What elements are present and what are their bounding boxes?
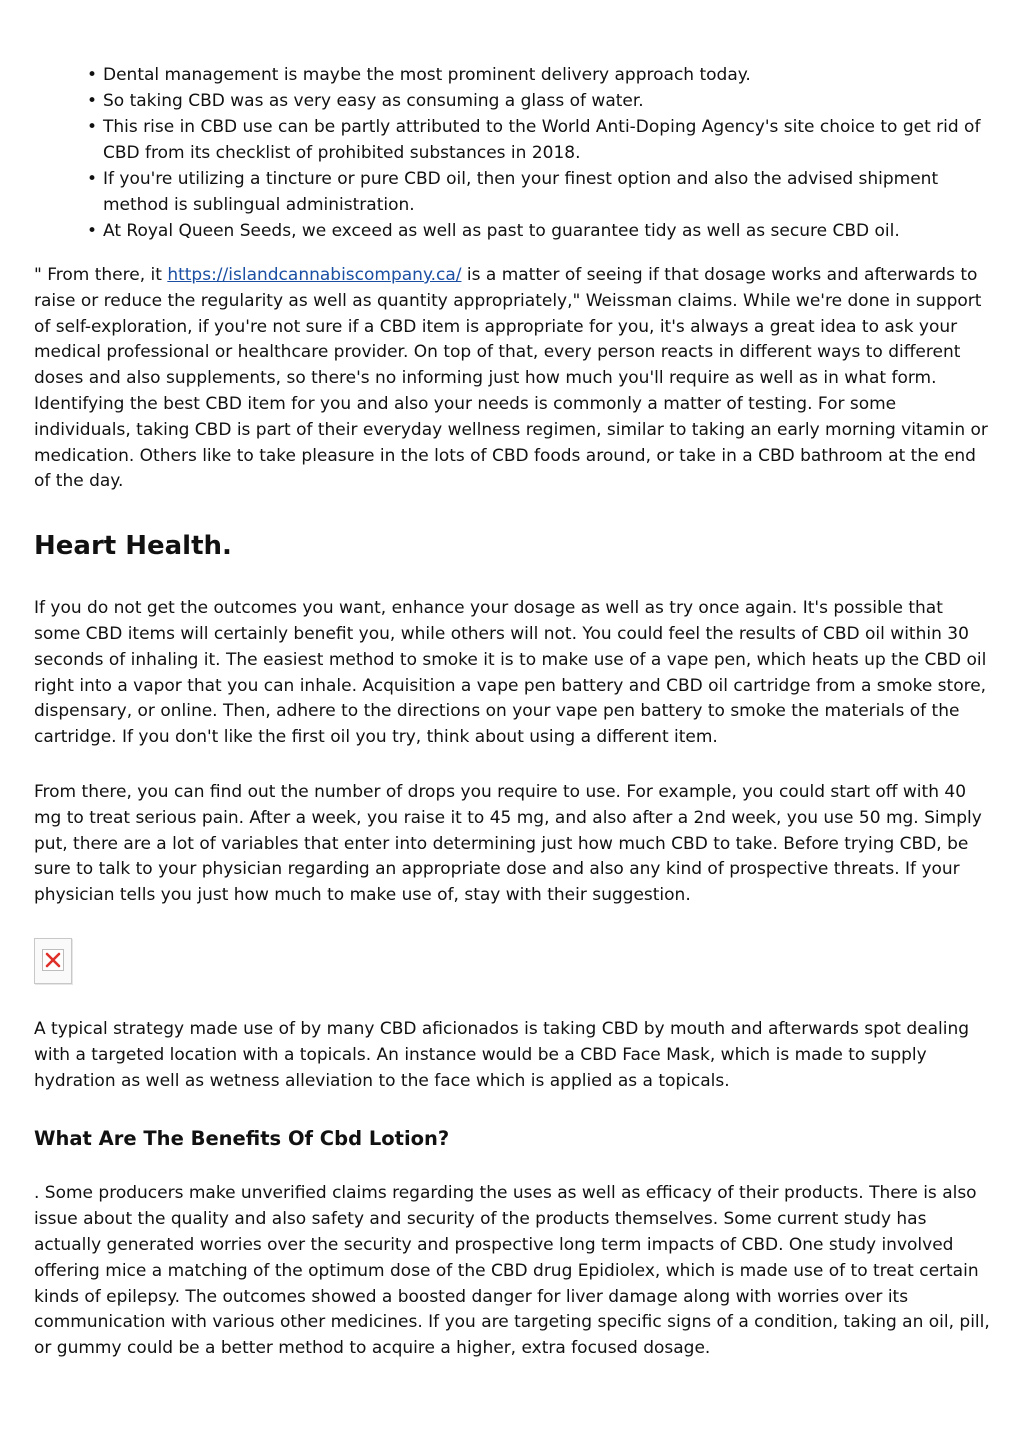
bullet-dot: • — [87, 117, 98, 137]
list-item-text: At Royal Queen Seeds, we exceed as well as past to guarantee tidy as well as secure CBD oil. — [103, 221, 900, 241]
company-link[interactable]: https://islandcannabiscompany.ca/ — [167, 265, 462, 285]
bullet-dot: • — [87, 221, 98, 241]
paragraph-text: is a matter of seeing if that dosage works and afterwards to raise or reduce the regularity as well as quantity appropriately," Weissman claims. While we're done in support of self-exploration, if you're not sure if a CBD item is appropriate for you, it's always a great idea to ask your medical professional or healthcare provider. On top of that, every person reacts in different ways to different doses and also supplements, so there's no informing just how much you'll require as well as in what form. Identifying the best CBD item for you and also your needs is commonly a matter of testing. For some individuals, taking CBD is part of their everyday wellness regimen, similar to taking an early morning vitamin or medication. Others like to take pleasure in the lots of CBD foods around, or take in a CBD bathroom at the end of the day. — [34, 265, 988, 492]
broken-image — [34, 938, 72, 984]
list-item — [34, 166, 994, 218]
paragraph-text: " From there, it — [34, 265, 168, 285]
list-item — [34, 114, 994, 166]
section-heading-heart-health: Heart Health. — [34, 531, 232, 562]
paragraph-intro — [34, 263, 994, 495]
paragraph-dosage: If you do not get the outcomes you want, enhance your dosage as well as try once again. It's possible that some CBD items will certainly benefit you, while others will not. You could feel the results of CBD oil within 30 seconds of inhaling it. The easiest method to smoke it is to make use of a vape pen, which heats up the CBD oil right into a vapor that you can inhale. Acquisition a vape pen battery and CBD oil cartridge from a smoke store, dispensary, or online. Then, adhere to the directions on your vape pen battery to smoke the materials of the cartridge. If you don't like the first oil you try, think about using a different item. — [34, 598, 987, 748]
bullet-dot: • — [87, 65, 98, 85]
paragraph-drops: From there, you can find out the number of drops you require to use. For example, you could start off with 40 mg to treat serious pain. After a week, you raise it to 45 mg, and also after a 2nd week, you use 50 mg. Simply put, there are a lot of variables that enter into determining just how much CBD to take. Before trying CBD, be sure to talk to your physician regarding an appropriate dose and also any kind of prospective threats. If your physician tells you just how much to make use of, stay with their suggestion. — [34, 781, 982, 906]
bullet-dot: • — [87, 169, 98, 189]
list-item — [34, 62, 994, 88]
bullet-list — [34, 62, 994, 244]
list-item-text: If you're utilizing a tincture or pure CBD oil, then your finest option and also the advised shipment method is sublingual administration. — [103, 169, 939, 215]
list-item-text: So taking CBD was as very easy as consuming a glass of water. — [103, 91, 644, 111]
document-page — [34, 62, 994, 1362]
paragraph-benefits: . Some producers make unverified claims regarding the uses as well as efficacy of their products. There is also issue about the quality and also safety and security of the products themselves. Some current study has actually generated worries over the security and prospective long term impacts of CBD. One study involved offering mice a matching of the optimum dose of the CBD drug Epidiolex, which is made use of to treat certain kinds of epilepsy. The outcomes showed a boosted danger for liver damage along with worries over its communication with various other medicines. If you are targeting specific signs of a condition, taking an oil, pill, or gummy could be a better method to acquire a higher, extra focused dosage. — [34, 1183, 990, 1359]
close-x-icon — [43, 950, 63, 970]
section-heading-benefits: What Are The Benefits Of Cbd Lotion? — [34, 1127, 450, 1151]
list-item-text: This rise in CBD use can be partly attributed to the World Anti-Doping Agency's site choice to get rid of CBD from its checklist of prohibited substances in 2018. — [103, 117, 981, 163]
bullet-dot: • — [87, 91, 98, 111]
list-item-text: Dental management is maybe the most prominent delivery approach today. — [103, 65, 751, 85]
list-item — [34, 218, 994, 244]
paragraph-topicals: A typical strategy made use of by many CBD aficionados is taking CBD by mouth and afterwards spot dealing with a targeted location with a topicals. An instance would be a CBD Face Mask, which is made to supply hydration as well as wetness alleviation to the face which is applied as a topicals. — [34, 1018, 970, 1091]
list-item — [34, 88, 994, 114]
broken-image-icon — [42, 949, 64, 971]
